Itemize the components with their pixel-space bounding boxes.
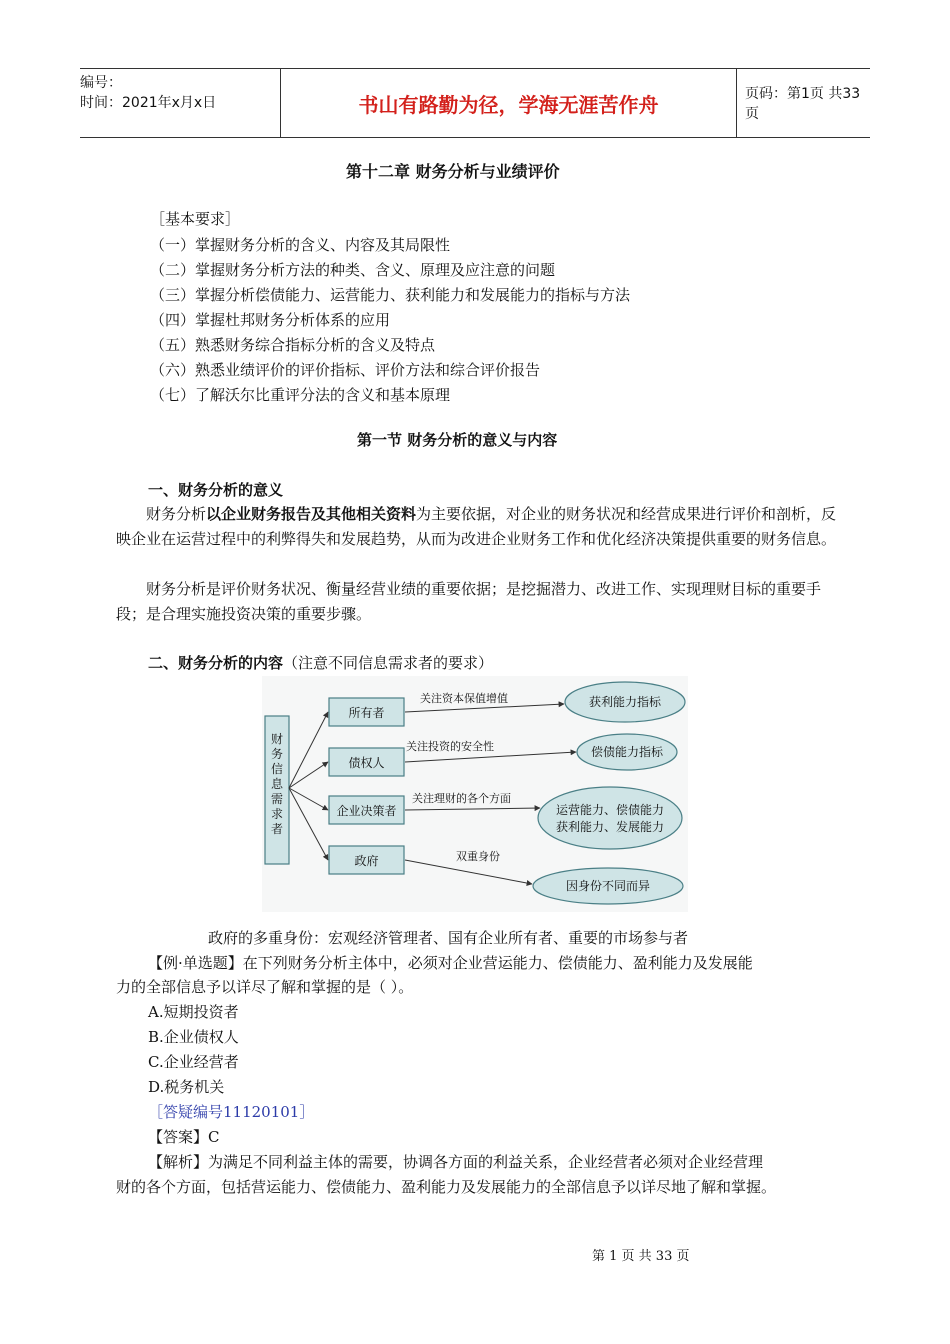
root-char: 者 bbox=[270, 822, 284, 836]
requirement-item: （二）掌握财务分析方法的种类、含义、原理及应注意的问题 bbox=[150, 261, 556, 279]
chapter-title: 第十二章 财务分析与业绩评价 bbox=[346, 162, 560, 181]
result-label: 偿债能力指标 bbox=[590, 745, 664, 759]
option-a: A.短期投资者 bbox=[148, 1003, 239, 1021]
requirement-item: （三）掌握分析偿债能力、运营能力、获利能力和发展能力的指标与方法 bbox=[150, 286, 631, 304]
diagram-caption: 政府的多重身份：宏观经济管理者、国有企业所有者、重要的市场参与者 bbox=[208, 929, 689, 947]
root-char: 财 bbox=[270, 732, 284, 746]
example-question-line: 【例·单选题】在下列财务分析主体中，必须对企业营运能力、偿债能力、盈利能力及发展能 bbox=[148, 954, 753, 972]
concern-arrow bbox=[405, 860, 532, 884]
branch-arrow bbox=[289, 712, 328, 788]
header-motto: 书山有路勤为径，学海无涯苦作舟 bbox=[280, 69, 737, 137]
concern-label: 关注投资的安全性 bbox=[406, 740, 494, 753]
option-d: D.税务机关 bbox=[148, 1078, 225, 1096]
requirement-item: （一）掌握财务分析的含义、内容及其局限性 bbox=[150, 236, 451, 254]
requirements-heading: ［基本要求］ bbox=[150, 210, 241, 228]
result-label: 运营能力、偿债能力 bbox=[555, 803, 665, 817]
root-char: 息 bbox=[270, 777, 284, 791]
page-footer: 第 1 页 共 33 页 bbox=[592, 1249, 690, 1264]
root-char: 务 bbox=[270, 747, 284, 761]
header-page-info: 页码：第1页 共33页 bbox=[745, 86, 861, 122]
concern-label: 双重身份 bbox=[456, 850, 500, 863]
part1-paragraph-2: 财务分析是评价财务状况、衡量经营业绩的重要依据；是挖掘潜力、改进工作、实现理财目标的重要手段；是合理实施投资决策的重要步骤。 bbox=[116, 580, 822, 623]
analysis-line: 财的各个方面，包括营运能力、偿债能力、盈利能力及发展能力的全部信息予以详尽地了解和掌握。 bbox=[116, 1178, 777, 1196]
qa-id-link[interactable]: ［答疑编号11120101］ bbox=[148, 1103, 315, 1121]
concern-label: 关注资本保值增值 bbox=[420, 692, 508, 705]
concern-arrow bbox=[405, 752, 576, 762]
analysis-line: 【解析】为满足不同利益主体的需要，协调各方面的利益关系，企业经营者必须对企业经营理 bbox=[148, 1153, 764, 1171]
section-title: 第一节 财务分析的意义与内容 bbox=[357, 431, 558, 449]
result-label: 获利能力指标 bbox=[588, 695, 662, 709]
part2-heading: 二、财务分析的内容（注意不同信息需求者的要求） bbox=[148, 654, 494, 672]
diagram-svg bbox=[262, 676, 688, 912]
answer: 【答案】C bbox=[148, 1128, 220, 1146]
concern-arrow bbox=[405, 704, 564, 712]
root-char: 求 bbox=[270, 807, 284, 821]
result-label: 获利能力、发展能力 bbox=[555, 820, 665, 834]
requirement-item: （五）熟悉财务综合指标分析的含义及特点 bbox=[150, 336, 436, 354]
result-label: 因身份不同而异 bbox=[565, 879, 651, 893]
concern-label: 关注理财的各个方面 bbox=[412, 792, 511, 805]
branch-arrow bbox=[289, 762, 328, 788]
result-ellipse bbox=[538, 787, 682, 849]
user-label: 所有者 bbox=[348, 706, 385, 720]
part1-paragraph-1: 财务分析以企业财务报告及其他相关资料为主要依据，对企业的财务状况和经营成果进行评价和剖析，反映企业在运营过程中的利弊得失和发展趋势，从而为改进企业财务工作和优化经济决策提供重要的财务信息。 bbox=[116, 505, 837, 548]
concern-arrow bbox=[405, 808, 540, 810]
example-question-line: 力的全部信息予以详尽了解和掌握的是（ ）。 bbox=[116, 978, 414, 996]
user-label: 债权人 bbox=[348, 756, 385, 770]
user-label: 政府 bbox=[354, 854, 379, 868]
requirement-item: （四）掌握杜邦财务分析体系的应用 bbox=[150, 311, 391, 329]
page-header bbox=[80, 68, 870, 138]
option-b: B.企业债权人 bbox=[148, 1028, 239, 1046]
info-users-diagram bbox=[262, 676, 688, 912]
part1-heading: 一、财务分析的意义 bbox=[148, 481, 284, 499]
requirement-item: （六）熟悉业绩评价的评价指标、评价方法和综合评价报告 bbox=[150, 361, 541, 379]
root-char: 信 bbox=[270, 762, 284, 776]
user-label: 企业决策者 bbox=[336, 804, 397, 818]
number-label: 编号： bbox=[80, 75, 122, 91]
requirement-item: （七）了解沃尔比重评分法的含义和基本原理 bbox=[150, 386, 451, 404]
header-left bbox=[80, 69, 280, 141]
time-label: 时间：2021年x月x日 bbox=[80, 95, 217, 111]
root-char: 需 bbox=[270, 792, 284, 806]
option-c: C.企业经营者 bbox=[148, 1053, 239, 1071]
